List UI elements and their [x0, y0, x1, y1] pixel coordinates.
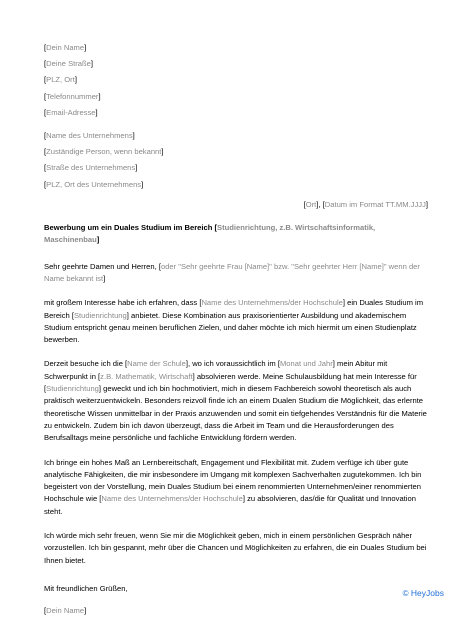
sender-phone: [Telefonnummer]: [44, 91, 101, 101]
logo-brand-text: HeyJobs: [410, 588, 444, 598]
sender-address: [44, 40, 428, 121]
recipient-address: [44, 128, 428, 193]
signature-line: [Dein Name]: [44, 605, 87, 615]
body-paragraph-3: Ich bringe ein hohes Maß an Lernbereitschaft, Engagement und Flexibilität mit. Zudem verfüge ich über gute analytische Fähigkeiten, die mir insbesondere im Umgang mit komplexen Sachverhalten zugutekommen. Ich bin begeistert von der Vorstellung, mein Duales Studium bei einem renommierten Unternehmen/einer renommierten Hochschule wie [Name des Unternehmens/der Hochschule] zu absolvieren, das/die für Qualität und Innovation steht.: [44, 457, 422, 516]
recipient-street: [Straße des Unternehmens]: [44, 163, 138, 173]
heyjobs-logo: [403, 587, 444, 600]
letter-salutation: Sehr geehrte Damen und Herren, [oder "Sehr geehrte Frau [Name]" bzw. "Sehr geehrter Herr [Name]" wenn der Name bekannt ist]: [44, 261, 420, 283]
recipient-company: [Name des Unternehmens]: [44, 130, 135, 140]
copyright-icon: ©: [402, 589, 409, 598]
sender-street: [Deine Straße]: [44, 59, 93, 69]
letter-subject: Bewerbung um ein Duales Studium im Bereich [Studienrichtung, z.B. Wirtschaftsinformatik, Maschinenbau]: [44, 222, 376, 245]
place-date-line: [Ort], [Datum im Format TT.MM.JJJJ]: [303, 199, 428, 209]
letter-closing: Mit freundlichen Grüßen,: [44, 583, 128, 593]
body-paragraph-1: mit großem Interesse habe ich erfahren, dass [Name des Unternehmens/der Hochschule] ein Duales Studium im Bereich [Studienrichtung] anbietet. Diese Kombination aus praxisorientierter Ausbildung und akademischem Studium entspricht genau meinen beruflichen Zielen, und daher möchte ich mich hiermit um einen Studienplatz bewerben.: [44, 298, 424, 345]
sender-email: [Email-Adresse]: [44, 107, 98, 117]
body-paragraph-2: Derzeit besuche ich die [Name der Schule], wo ich voraussichtlich im [Monat und Jahr] mein Abitur mit Schwerpunkt in [z.B. Mathematik, Wirtschaft] absolvieren werde. Meine Schulausbildung hat mein Interesse für [Studienrichtung] geweckt und ich bin hochmotiviert, mich in diesem Fachbereich sowohl theoretisch als auch praktisch weiterzuentwickeln. Besonders reizvoll finde ich an einem Dualen Studium die Möglichkeit, das erlernte theoretische Wissen unmittelbar in der Praxis anzuwenden und somit ein tiefgehendes Verständnis für die Materie zu entwickeln. Zudem bin ich davon überzeugt, dass die Arbeit im Team und die Herausforderungen des Berufsalltags meine persönliche und fachliche Entwicklung fördern werden.: [44, 359, 427, 443]
sender-name: [Dein Name]: [44, 43, 87, 52]
body-paragraph-4: Ich würde mich sehr freuen, wenn Sie mir die Möglichkeit geben, mich in einem persönlichen Gespräch näher vorzustellen. Ich bin gespannt, mehr über die Chancen und Möglichkeiten zu erfahren, die ein Duales Studium bei Ihnen bietet.: [44, 531, 427, 565]
recipient-person: [Zuständige Person, wenn bekannt]: [44, 147, 164, 157]
sender-city: [PLZ, Ort]: [44, 75, 77, 85]
recipient-city: [PLZ, Ort des Unternehmens]: [44, 179, 144, 189]
